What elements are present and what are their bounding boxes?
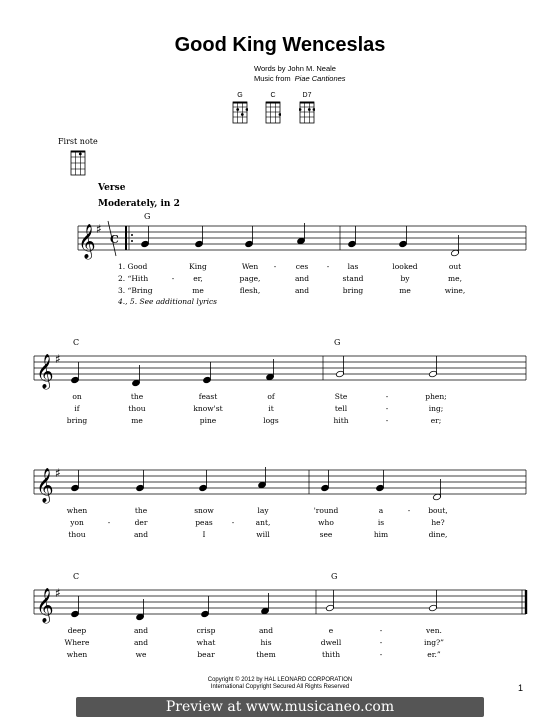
lyric-syllable: if [74,404,80,413]
chord-diagram-g [229,92,251,125]
lyric-syllable: phen; [425,392,447,401]
lyric-syllable: page, [239,274,261,283]
lyric-syllable: pine [199,416,217,425]
chord-symbol: C [73,338,80,347]
chord-diagram-name: G [237,92,243,99]
lyric-syllable: a [378,506,384,515]
music-credit: Music from Piae Cantiones [254,74,346,83]
lyric-syllable: - [379,650,383,659]
lyric-syllable: wine, [444,286,466,295]
treble-clef-icon: 𝄞 [78,224,96,259]
ukulele-grid-icon [299,101,315,125]
copyright-line: International Copyright Secured All Rights Reserved [210,684,350,690]
lyric-syllable: - [107,518,111,527]
music-source: Piae Cantiones [294,74,346,83]
chord-symbol: G [331,572,338,581]
sharp-icon: ♯ [55,586,61,600]
lyric-syllable: flesh, [239,286,261,295]
lyric-syllable: - [273,262,277,271]
verse-label: Verse [98,183,126,193]
copyright-notice [0,677,560,691]
lyric-syllable: and [258,626,274,635]
lyric-syllable: er, [193,274,203,283]
lyric-syllable: and [133,626,149,635]
lyric-syllable: me, [448,274,462,283]
lyric-syllable: der [134,518,148,527]
credits [254,64,346,84]
lyric-syllable: it [268,404,274,413]
lyric-syllable: and [294,286,310,295]
ukulele-grid-icon [70,150,88,178]
lyric-syllable: lay [257,506,269,515]
additional-lyrics-note: 4., 5. See additional lyrics [118,297,218,306]
lyric-syllable: we [135,650,147,659]
lyric-syllable: what [196,638,216,647]
lyric-syllable: feast [198,392,218,401]
sharp-icon: ♯ [55,466,61,480]
treble-clef-icon: 𝄞 [36,354,54,389]
lyric-syllable: will [256,530,270,539]
chord-symbol: C [73,572,80,581]
common-time-icon: C [110,233,119,246]
lyric-syllable: - [407,506,411,515]
lyric-syllable: yon [70,518,84,527]
lyric-syllable: is [377,518,385,527]
lyric-syllable: dine, [428,530,448,539]
lyric-syllable: the [130,392,144,401]
staff-system-3 [0,462,560,510]
lyric-syllable: his [260,638,272,647]
lyric-syllable: thou [128,404,146,413]
lyric-syllable: hith [333,416,349,425]
lyric-syllable: me [192,286,204,295]
lyric-syllable: - [385,416,389,425]
lyric-syllable: Ste [334,392,348,401]
lyric-syllable: when [66,506,88,515]
lyric-syllable: of [267,392,275,401]
lyric-syllable: ven. [426,626,442,635]
lyric-syllable: bring [342,286,364,295]
lyric-syllable: stand [342,274,364,283]
lyric-syllable: I [202,530,206,539]
chord-diagram-name: D7 [302,92,312,99]
lyric-syllable: out [448,262,462,271]
lyric-syllable: King [189,262,207,271]
words-credit: Words by John M. Neale [254,64,336,73]
staff-system-4 [0,582,560,630]
lyric-syllable: snow [194,506,214,515]
lyric-syllable: ing?” [424,638,444,647]
lyric-syllable: looked [392,262,418,271]
lyric-syllable: 2. “Hith [118,274,149,283]
staff-system-2 [0,348,560,396]
lyric-syllable: las [347,262,359,271]
lyric-syllable: Wen [241,262,259,271]
lyric-syllable: tell [334,404,348,413]
lyric-syllable: the [134,506,148,515]
chord-symbol: G [334,338,341,347]
lyric-syllable: er; [430,416,442,425]
lyric-syllable: peas [195,518,213,527]
lyric-syllable: them [256,650,276,659]
chord-diagram-name: C [270,92,276,99]
treble-clef-icon: 𝄞 [36,588,54,623]
chord-symbol: G [144,212,151,221]
lyric-syllable: who [318,518,334,527]
sharp-icon: ♯ [96,222,102,236]
lyric-syllable: thith [321,650,341,659]
lyric-syllable: dwell [320,638,342,647]
lyric-syllable: logs [263,416,279,425]
first-note [58,137,98,178]
lyric-syllable: see [319,530,333,539]
lyric-syllable: ing; [428,404,444,413]
treble-clef-icon: 𝄞 [36,468,54,503]
lyric-syllable: 'round [313,506,339,515]
lyric-syllable: - [379,638,383,647]
lyric-syllable: and [133,638,149,647]
first-note-label: First note [58,137,98,146]
lyric-syllable: Where [64,638,90,647]
ukulele-grid-icon [265,101,281,125]
lyric-syllable: crisp [196,626,216,635]
tempo-marking: Moderately, in 2 [98,199,180,209]
page-number: 1 [518,683,524,693]
staff-system-1 [0,218,560,268]
lyric-syllable: - [326,262,330,271]
lyric-syllable: bring [66,416,88,425]
lyric-syllable: me [399,286,411,295]
chord-diagram-d7 [296,92,318,125]
lyric-syllable: - [171,274,175,283]
lyric-syllable: deep [67,626,87,635]
lyric-syllable: 1. Good [118,262,148,271]
lyric-syllable: 3. “Bring [118,286,153,295]
lyric-syllable: - [385,404,389,413]
chord-diagram-c [262,92,284,125]
lyric-syllable: er.” [427,650,441,659]
lyric-syllable: when [66,650,88,659]
copyright-line: Copyright © 2012 by HAL LEONARD CORPORATION [207,677,353,683]
lyric-syllable: on [72,392,82,401]
lyric-syllable: - [231,518,235,527]
lyric-syllable: bout, [428,506,448,515]
lyric-syllable: ant, [255,518,271,527]
preview-banner-link[interactable]: Preview at www.musicaneo.com [76,697,484,717]
lyric-syllable: me [131,416,143,425]
lyric-syllable: bear [197,650,215,659]
ukulele-grid-icon [232,101,248,125]
lyric-syllable: thou [68,530,86,539]
lyric-syllable: - [379,626,383,635]
lyric-syllable: by [400,274,410,283]
sharp-icon: ♯ [55,352,61,366]
lyric-syllable: - [385,392,389,401]
lyric-syllable: e [328,626,334,635]
song-title: Good King Wenceslas [174,34,386,56]
lyric-syllable: him [373,530,389,539]
lyric-syllable: ces [295,262,309,271]
lyric-syllable: and [133,530,149,539]
lyric-syllable: and [294,274,310,283]
lyric-syllable: he? [431,518,445,527]
lyric-syllable: know'st [193,404,223,413]
